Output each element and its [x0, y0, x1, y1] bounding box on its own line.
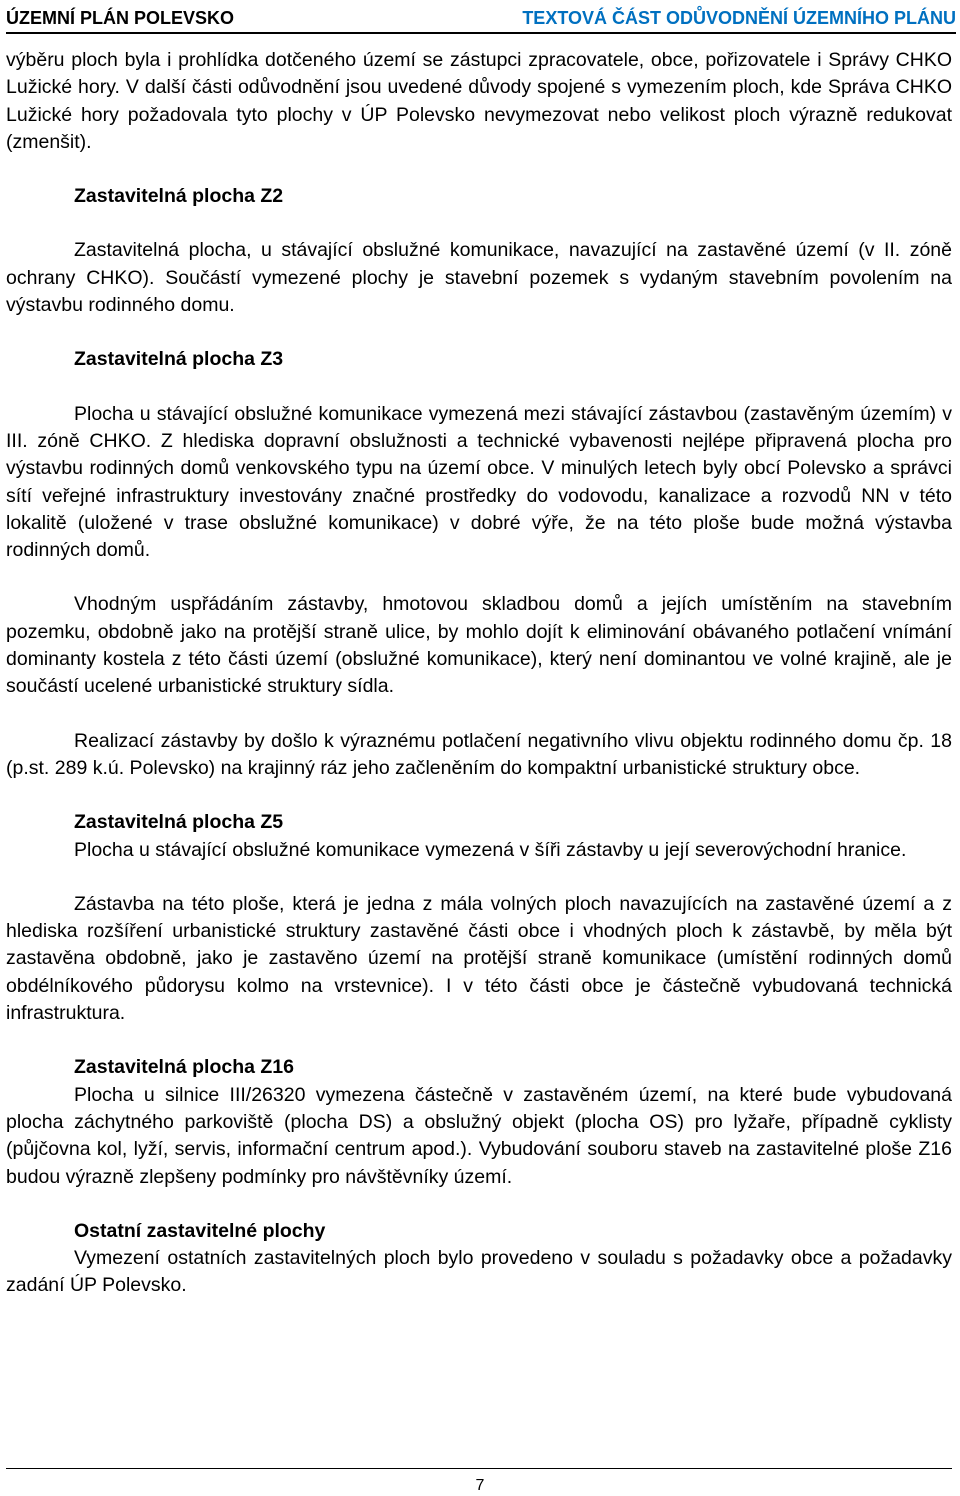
- heading-other: Ostatní zastavitelné plochy: [74, 1219, 326, 1242]
- heading-z3: Zastavitelná plocha Z3: [74, 348, 284, 371]
- heading-z2: Zastavitelná plocha Z2: [74, 185, 284, 208]
- section-title: TEXTOVÁ ČÁST ODŮVODNĚNÍ ÚZEMNÍHO PLÁNU: [522, 8, 956, 28]
- z5-paragraph-2: Zástavba na této ploše, která je jedna z mála volných ploch navazujících na zastavěné území a z hlediska rozšíření urbanistické struktury zastavěné části obce i vhodných ploch k zástavbě, by měla být zastavěna obdobně, jako je zastavěno území na protější straně komunikace (umístění rodinných domů obdélníkového půdorysu kolmo na vrstevnice). I v této části obce je částečně vybudovaná technická infrastruktura.: [6, 892, 952, 1025]
- z3-paragraph-3: Realizací zástavby by došlo k výraznému potlačení negativního vlivu objektu rodinného domu čp. 18 (p.st. 289 k.ú. Polevsko) na krajinný ráz jeho začleněním do kompaktní urbanistické struktury obce.: [6, 729, 952, 779]
- footer-divider: [6, 1468, 952, 1469]
- document-body: [6, 47, 952, 1300]
- page-header: [6, 6, 956, 34]
- z3-paragraph-1: Plocha u stávající obslužné komunikace vymezená mezi stávající zástavbou (zastavěným územím) v III. zóně CHKO. Z hlediska dopravní obslužnosti a technické vybavenosti nejlépe připravená plocha pro výstavbu rodinných domů venkovského typu na území obce. V minulých letech byly obcí Polevsko a správci sítí veřejné infrastruktury investovány značné prostředky do vodovodu, kanalizace a rozvodů NN v této lokalitě (uložené v trase obslužné komunikace) v dobré výře, že na této ploše bude možná výstavba rodinných domů.: [6, 402, 952, 562]
- z3-paragraph-2: Vhodným uspřádáním zástavby, hmotovou skladbou domů a jejích umístěním na stavebním pozemku, obdobně jako na protější straně ulice, by mohlo dojít k eliminování obávaného potlačení vnímání dominanty kostela z této části území (obslužné komunikace), který není dominantou ve volné krajině, ale je součástí ucelené urbanistické struktury sídla.: [6, 593, 952, 698]
- page-number: 7: [475, 1477, 485, 1494]
- z16-paragraph-1: Plocha u silnice III/26320 vymezena částečně v zastavěném území, na které bude vybudovaná plocha záchytného parkoviště (plocha DS) a obslužný objekt (plocha OS) pro lyžaře, případně cyklisty (půjčovna kol, lyží, servis, informační centrum apod.). Vybudování souboru staveb na zastavitelné ploše Z16 budou výrazně zlepšeny podmínky pro návštěvníky území.: [6, 1083, 952, 1188]
- other-paragraph-1: Vymezení ostatních zastavitelných ploch bylo provedeno v souladu s požadavky obce a požadavky zadání ÚP Polevsko.: [6, 1247, 952, 1297]
- heading-z16: Zastavitelná plocha Z16: [74, 1056, 294, 1079]
- z5-paragraph-1: Plocha u stávající obslužné komunikace vymezená v šíři zástavby u její severovýchodní hranice.: [74, 838, 907, 861]
- intro-paragraph: výběru ploch byla i prohlídka dotčeného území se zástupci zpracovatele, obce, pořizovatele i Správy CHKO Lužické hory. V další části odůvodnění jsou uvedené důvody spojené s vymezením ploch, kde Správa CHKO Lužické hory požadovala tyto plochy v ÚP Polevsko nevymezovat nebo velikost ploch výrazně redukovat (zmenšit).: [6, 49, 952, 153]
- heading-z5: Zastavitelná plocha Z5: [74, 811, 284, 834]
- z2-paragraph-1: Zastavitelná plocha, u stávající obslužné komunikace, navazující na zastavěné území (v II. zóně ochrany CHKO). Součástí vymezené plochy je stavební pozemek s vydaným stavebním povolením na výstavbu rodinného domu.: [6, 239, 952, 317]
- document-title: ÚZEMNÍ PLÁN POLEVSKO: [6, 8, 235, 28]
